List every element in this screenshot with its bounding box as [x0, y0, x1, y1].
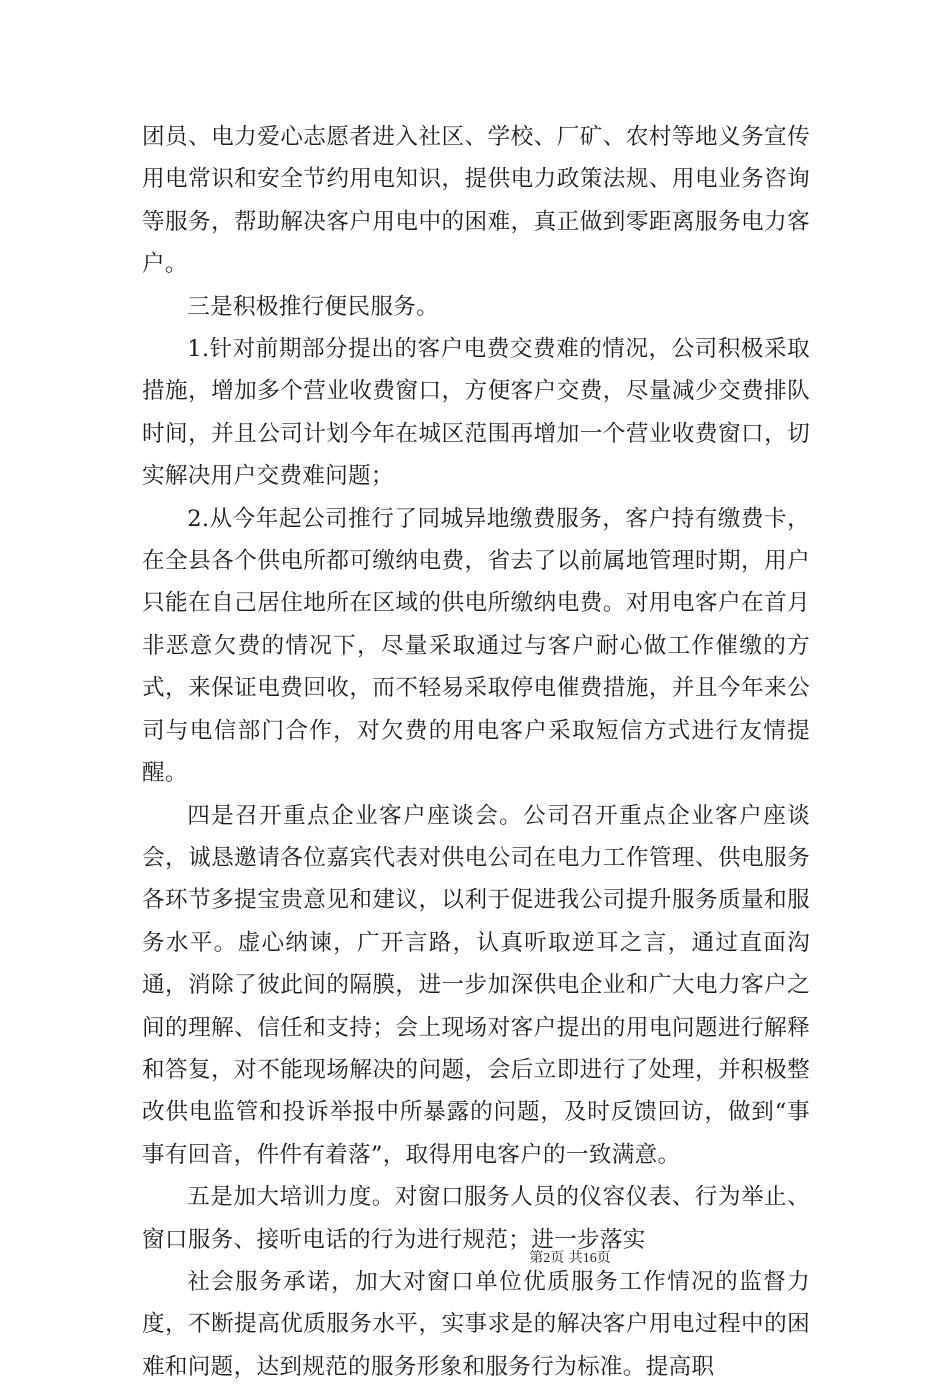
- footer-prefix: 第: [529, 1250, 544, 1266]
- paragraph: 五是加大培训力度。对窗口服务人员的仪容仪表、行为举止、窗口服务、接听电话的行为进行规范；进一步落实: [142, 1184, 810, 1253]
- paragraph: 团员、电力爱心志愿者进入社区、学校、厂矿、农村等地义务宣传用电常识和安全节约用电知识，提供电力政策法规、用电业务咨询等服务，帮助解决客户用电中的困难，真正做到零距离服务电力客户。: [142, 124, 810, 278]
- current-page-number: 2: [543, 1251, 551, 1266]
- body-text: [142, 116, 810, 1388]
- paragraph: 四是召开重点企业客户座谈会。公司召开重点企业客户座谈会，诚恳邀请各位嘉宾代表对供电公司在电力工作管理、供电服务各环节多提宝贵意见和建议，以利于促进我公司提升服务质量和服务水平。虚心纳谏，广开言路，认真听取逆耳之言，通过直面沟通，消除了彼此间的隔膜，进一步加深供电企业和广大电力客户之间的理解、信任和支持；会上现场对客户提出的用电问题进行解释和答复，对不能现场解决的问题，会后立即进行了处理，并积极整改供电监管和投诉举报中所暴露的问题，及时反馈回访，做到“事事有回音，件件有着落”，取得用电客户的一致满意。: [142, 802, 810, 1168]
- paragraph: 社会服务承诺，加大对窗口单位优质服务工作情况的监督力度，不断提高优质服务水平，实事求是的解决客户用电过程中的困难和问题，达到规范的服务形象和服务行为标准。提高职: [142, 1268, 810, 1380]
- page-footer: [0, 1248, 950, 1269]
- footer-suffix: 页: [596, 1250, 611, 1266]
- paragraph: 1.针对前期部分提出的客户电费交费难的情况，公司积极采取措施，增加多个营业收费窗口，方便客户交费，尽量减少交费排队时间，并且公司计划今年在城区范围再增加一个营业收费窗口，切实解决用户交费难问题；: [142, 336, 810, 490]
- total-page-number: 16: [582, 1251, 597, 1266]
- footer-middle: 页 共: [550, 1250, 583, 1266]
- paragraph: 2.从今年起公司推行了同城异地缴费服务，客户持有缴费卡，在全县各个供电所都可缴纳电费，省去了以前属地管理时期，用户只能在自己居住地所在区域的供电所缴纳电费。对用电客户在首月非恶意欠费的情况下，尽量采取通过与客户耐心做工作催缴的方式，来保证电费回收，而不轻易采取停电催费措施，并且今年来公司与电信部门合作，对欠费的用电客户采取短信方式进行友情提醒。: [142, 505, 810, 787]
- paragraph: 三是积极推行便民服务。: [187, 293, 440, 320]
